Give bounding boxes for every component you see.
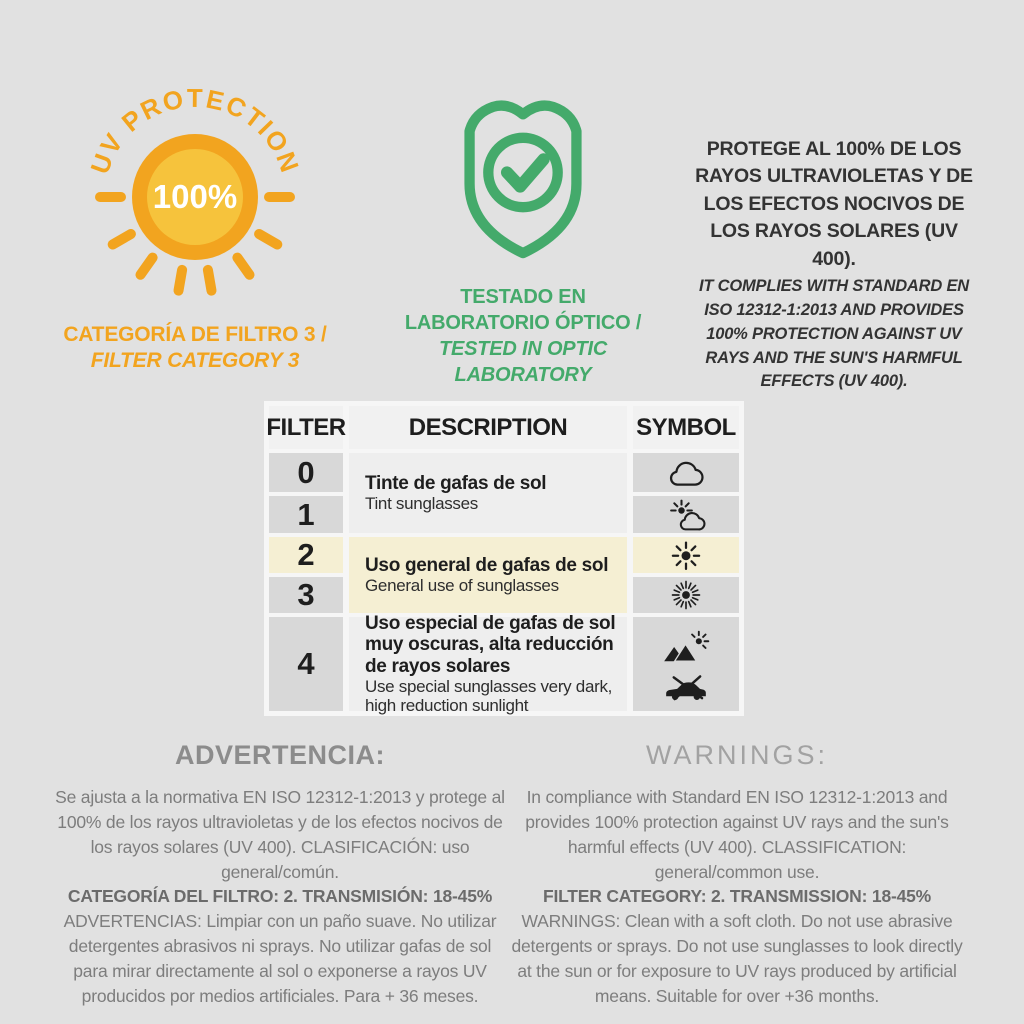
uv-arc-text: UV PROTECTION [84,82,306,178]
warnings-es-body1: Se ajusta a la normativa EN ISO 12312-1:2013 y protege al 100% de los rayos ultravioletas y de los efectos nocivos de los rayos solares (UV 400). CLASIFICACIÓN: uso general/común. [55,787,505,882]
warnings-es-body2: ADVERTENCIAS: Limpiar con un paño suave. No utilizar detergentes abrasivos ni sprays. No utilizar gafas de sol para mirar directamente al sol o exponerse a rayos UV producidos por medios artificiales. Para + 36 meses. [63,911,497,1006]
uv-sun-icon [75,64,315,316]
filter-category-es: CATEGORÍA DE FILTRO 3 / [63,323,327,346]
lab-tested-caption [392,284,654,388]
table-header-symbol: SYMBOL [633,406,739,449]
compliance-statement [694,136,974,394]
lab-tested-es: TESTADO EN LABORATORIO ÓPTICO / [404,286,642,334]
symbol-0-cell [633,453,739,492]
description-tint-sunglasses [349,453,627,533]
filter-0-cell: 0 [269,453,343,492]
filter-2-cell: 2 [269,537,343,573]
warnings-en-body1: In compliance with Standard EN ISO 12312-1:2013 and provides 100% protection against UV rays and the sun's harmful effects (UV 400). CLASSIFICATION: general/common use. [525,787,949,882]
description-es: Tinte de gafas de sol [365,472,547,494]
description-en: Use special sunglasses very dark, high reduction sunlight [365,676,613,715]
uv-percent-label: 100% [152,178,238,215]
warnings-en-body2: WARNINGS: Clean with a soft cloth. Do not use abrasive detergents or sprays. Do not use sunglasses to look directly at the sun or for exposure to UV rays produced by artificial means. Suitable for over +36 months. [511,911,963,1006]
description-en: Tint sunglasses [365,494,478,514]
bright-sun-icon [664,577,708,613]
lab-tested-badge [392,92,654,388]
warnings-spanish [52,740,508,1009]
sun-behind-cloud-icon [663,497,709,533]
description-general-use [349,537,627,613]
filter-4-cell: 4 [269,617,343,711]
filter-1-cell: 1 [269,496,343,533]
warnings-en-filter-line: FILTER CATEGORY: 2. TRANSMISSION: 18-45% [542,886,932,907]
table-header-filter: FILTER [269,406,343,449]
symbol-4-cell [633,617,739,711]
description-es: Uso especial de gafas de sol muy oscuras, alta reducción de rayos solares [365,613,616,677]
warnings-es-filter-line: CATEGORÍA DEL FILTRO: 2. TRANSMISIÓN: 18-45% [67,886,493,907]
description-special-use [349,613,627,715]
symbol-2-cell [633,537,739,573]
uv-protection-badge [40,64,350,375]
filter-category-caption [40,322,350,375]
table-header-description: DESCRIPTION [349,406,627,449]
symbol-3-cell [633,577,739,613]
symbol-1-cell [633,496,739,533]
filter-category-table [264,401,744,716]
warnings-en-title: WARNINGS: [646,740,828,770]
sun-icon [664,537,708,573]
cloud-icon [663,456,709,490]
no-driving-car-icon [662,667,710,701]
description-en: General use of sunglasses [365,576,559,596]
description-es: Uso general de gafas de sol [365,554,609,576]
shield-check-icon [448,92,598,268]
compliance-es: PROTEGE AL 100% DE LOS RAYOS ULTRAVIOLETAS Y DE LOS EFECTOS NOCIVOS DE LOS RAYOS SOLARES (UV 400). [695,138,973,270]
compliance-en: IT COMPLIES WITH STANDARD EN ISO 12312-1:2013 AND PROVIDES 100% PROTECTION AGAINST UV RAYS AND THE SUN'S HARMFUL EFFECTS (UV 400). [698,277,969,391]
warnings-english [506,740,968,1009]
lab-tested-en: TESTED IN OPTIC LABORATORY [438,338,608,386]
filter-category-en: FILTER CATEGORY 3 [90,349,300,373]
warnings-es-title: ADVERTENCIA: [174,740,385,770]
mountains-and-sun-icon [662,627,710,665]
filter-3-cell: 3 [269,577,343,613]
